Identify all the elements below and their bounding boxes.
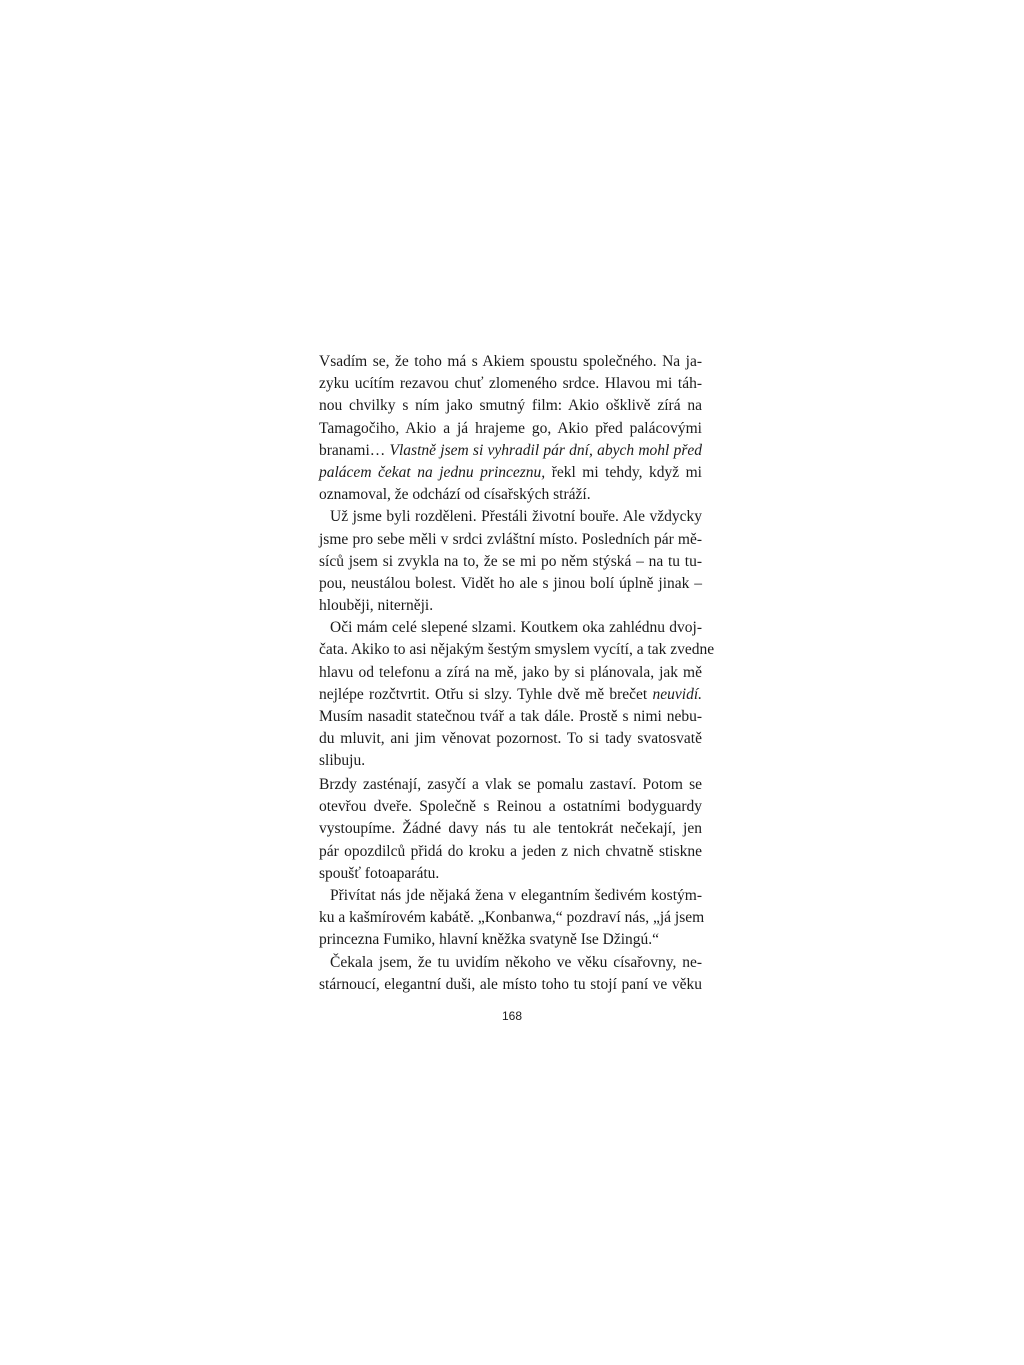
text-line: spoušť fotoaparátu. xyxy=(319,864,440,882)
text-line: Čekala jsem, že tu uvidím někoho ve věku císařovny, ne- xyxy=(330,953,702,971)
text-run: řekl mi tehdy, když mi xyxy=(545,463,702,481)
text-line: Brzdy zasténají, zasyčí a vlak se pomalu zastaví. Potom se xyxy=(319,776,702,793)
text-line: Přivítat nás jde nějaká žena v elegantním šedivém kostým- xyxy=(330,886,702,904)
text-line: zyku ucítím rezavou chuť zlomeného srdce. Hlavou mi táh- xyxy=(319,375,702,393)
text-section-1 xyxy=(319,351,715,773)
italic-text: Vlastně jsem si vyhradil pár dní, abych mohl před xyxy=(389,441,702,459)
text-line xyxy=(319,684,702,706)
italic-text: palácem čekat na jednu princeznu, xyxy=(319,463,546,481)
text-line: Tamagočiho, Akio a já hrajeme go, Akio před palácovými xyxy=(319,419,702,437)
text-line: čata. Akiko to asi nějakým šestým smyslem vycítí, a tak zvedne xyxy=(319,641,715,659)
text-line: nou chvilky s ním jako smutný film: Akio ošklivě zírá na xyxy=(319,397,702,415)
text-line: hlavu od telefonu a zírá na mě, jako by si plánovala, jak mě xyxy=(319,663,702,681)
text-line: Oči mám celé slepené slzami. Koutkem oka zahlédnu dvoj- xyxy=(330,619,702,637)
text-line: Musím nasadit statečnou tvář a tak dále. Prostě s nimi nebu- xyxy=(319,708,702,725)
text-line: princezna Fumiko, hlavní kněžka svatyně Ise Džingú.“ xyxy=(319,931,660,949)
text-run: branami… xyxy=(319,441,390,459)
text-line: síců jsem si zvykla na to, že se mi po něm stýská – na tu tu- xyxy=(319,552,702,570)
text-line: Už jsme byli rozděleni. Přestáli životní bouře. Ale vždycky xyxy=(330,508,702,526)
text-line: du mluvit, ani jim věnovat pozornost. To si tady svatosvatě xyxy=(319,730,702,748)
text-section-2 xyxy=(319,774,705,996)
text-line xyxy=(319,462,702,484)
text-line: hlouběji, niterněji. xyxy=(319,597,434,615)
text-line: otevřou dveře. Společně s Reinou a ostatními bodyguardy xyxy=(319,798,702,816)
text-line: pár opozdilců přidá do kroku a jeden z nich chvatně stiskne xyxy=(319,842,702,860)
text-line: vystoupíme. Žádné davy nás tu ale tentokrát nečekají, jen xyxy=(319,820,702,838)
text-line: jsme pro sebe měli v srdci zvláštní místo. Posledních pár mě- xyxy=(319,530,702,548)
text-line: oznamoval, že odchází od císařských stráží. xyxy=(319,486,591,504)
italic-text: neuvidí. xyxy=(652,685,702,703)
text-line xyxy=(319,440,702,462)
text-line: ku a kašmírovém kabátě. „Konbanwa,“ pozdraví nás, „já jsem xyxy=(319,909,705,927)
text-run: nejlépe rozčtvrtit. Otřu si slzy. Tyhle dvě mě brečet xyxy=(319,685,648,703)
text-line: Vsadím se, že toho má s Akiem spoustu společného. Na ja- xyxy=(319,353,702,370)
text-line: pou, neustálou bolest. Vidět ho ale s jinou bolí úplně jinak – xyxy=(319,574,702,592)
page-number: 168 xyxy=(501,1009,523,1023)
text-line: stárnoucí, elegantní duši, ale místo toho tu stojí paní ve věku xyxy=(319,975,702,993)
text-line: slibuju. xyxy=(319,752,366,770)
